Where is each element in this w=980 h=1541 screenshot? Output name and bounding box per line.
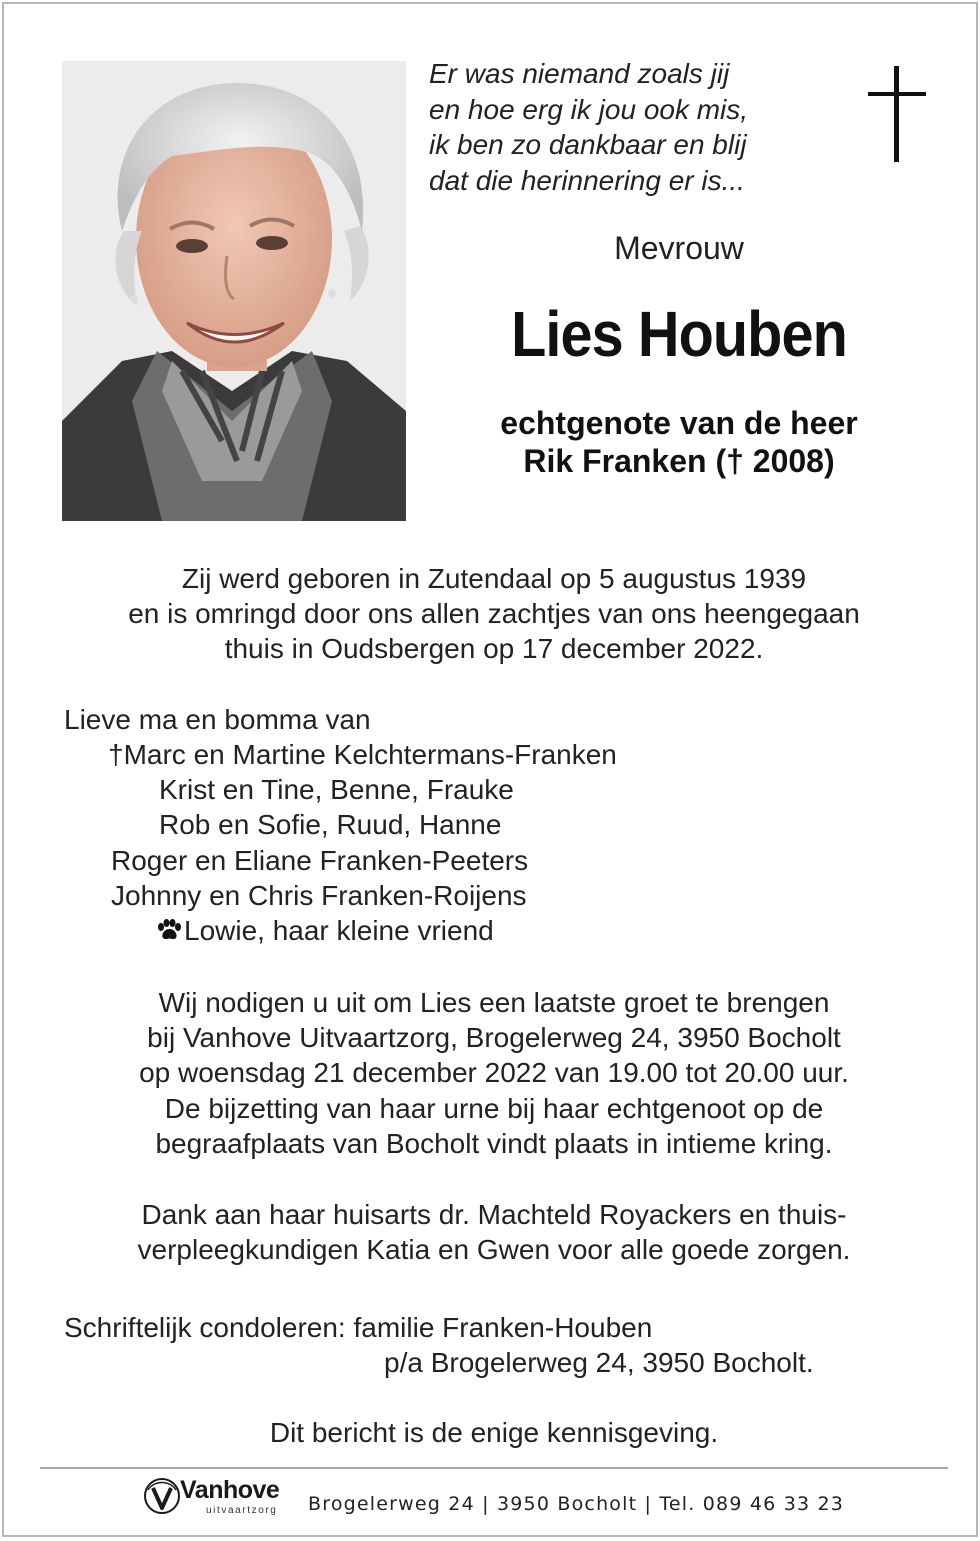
portrait-photo bbox=[62, 61, 406, 521]
spouse-info bbox=[424, 404, 934, 480]
memorial-poem bbox=[429, 56, 849, 198]
footer-contact: Brogelerweg 24 | 3950 Bocholt | Tel. 089 46 33 23 bbox=[308, 1493, 845, 1515]
poem-line: dat die herinnering er is... bbox=[429, 164, 745, 196]
poem-line: Er was niemand zoals jij bbox=[429, 58, 730, 89]
spouse-line: echtgenote van de heer bbox=[500, 405, 858, 441]
brand-subtitle: uitvaartzorg bbox=[206, 1505, 278, 1516]
paragraph-line: thuis in Oudsbergen op 17 december 2022. bbox=[224, 633, 764, 665]
obituary-card bbox=[2, 2, 978, 1537]
deceased-name: Lies Houben bbox=[511, 298, 847, 370]
spouse-line: Rik Franken († 2008) bbox=[523, 443, 835, 479]
paragraph-line: Wij nodigen u uit om Lies een laatste groet te brengen bbox=[158, 987, 830, 1018]
paragraph-line: begraafplaats van Bocholt vindt plaats in intieme kring. bbox=[155, 1127, 833, 1159]
family-intro: Lieve ma en bomma van bbox=[64, 704, 371, 735]
family-member: Johnny en Chris Franken-Roijens bbox=[111, 880, 527, 911]
funeral-home-logo bbox=[142, 1474, 302, 1524]
family-member-pet bbox=[156, 913, 494, 948]
condolence-line: p/a Brogelerweg 24, 3950 Bocholt. bbox=[384, 1347, 814, 1378]
family-member: †Marc en Martine Kelchtermans-Franken bbox=[108, 739, 617, 770]
family-member: Rob en Sofie, Ruud, Hanne bbox=[159, 809, 502, 840]
paw-icon bbox=[156, 919, 182, 941]
paragraph-line: bij Vanhove Uitvaartzorg, Brogelerweg 24, 3950 Bocholt bbox=[147, 1022, 841, 1054]
condolence-line: Schriftelijk condoleren: familie Franken-Houben bbox=[64, 1312, 653, 1343]
notice-text: Dit bericht is de enige kennisgeving. bbox=[269, 1417, 719, 1448]
paragraph-line: De bijzetting van haar urne bij haar echtgenoot op de bbox=[164, 1092, 824, 1124]
paragraph-line: Zij werd geboren in Zutendaal op 5 augustus 1939 bbox=[181, 563, 807, 594]
poem-line: ik ben zo dankbaar en blij bbox=[429, 129, 747, 160]
portrait-illustration bbox=[62, 61, 406, 521]
paragraph-line: verpleegkundigen Katia en Gwen voor alle goede zorgen. bbox=[137, 1234, 851, 1266]
family-member: Krist en Tine, Benne, Frauke bbox=[159, 774, 514, 805]
pet-label: Lowie, haar kleine vriend bbox=[184, 915, 494, 946]
birth-death-paragraph bbox=[44, 561, 944, 667]
poem-line: en hoe erg ik jou ook mis, bbox=[429, 93, 749, 125]
vanhove-logo-icon bbox=[142, 1476, 182, 1516]
brand-name: Vanhove bbox=[180, 1476, 280, 1504]
footer-divider bbox=[40, 1467, 948, 1469]
paragraph-line: Dank aan haar huisarts dr. Machteld Royackers en thuis- bbox=[141, 1199, 847, 1230]
invitation-paragraph bbox=[44, 985, 944, 1161]
honorific: Mevrouw bbox=[614, 230, 744, 266]
paragraph-line: en is omringd door ons allen zachtjes van ons heengegaan bbox=[128, 598, 860, 630]
thanks-paragraph bbox=[44, 1197, 944, 1267]
cross-icon bbox=[868, 66, 926, 164]
paragraph-line: op woensdag 21 december 2022 van 19.00 tot 20.00 uur. bbox=[139, 1057, 849, 1089]
family-member: Roger en Eliane Franken-Peeters bbox=[111, 845, 529, 876]
